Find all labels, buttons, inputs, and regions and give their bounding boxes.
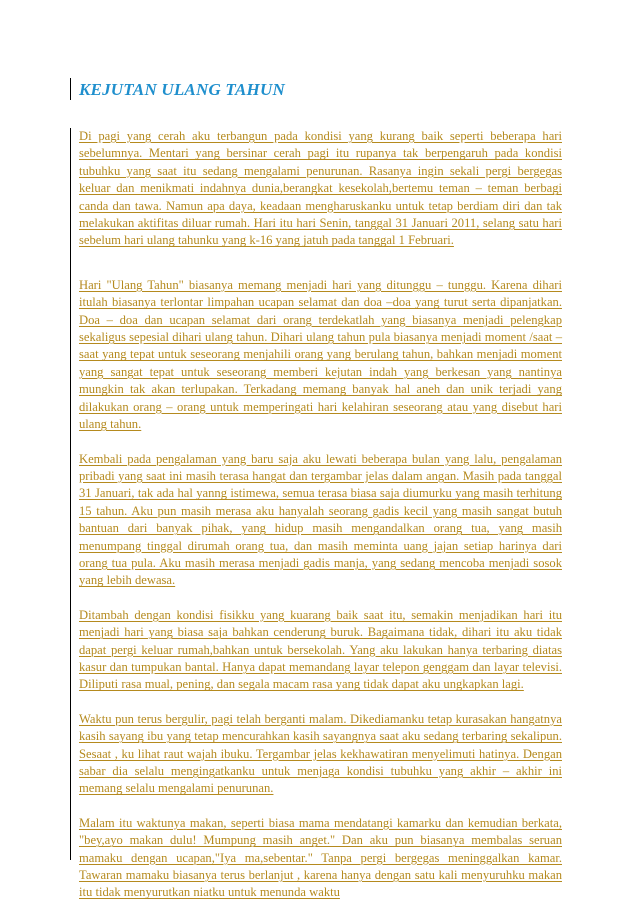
document-body [79, 128, 562, 902]
title-margin-rule [70, 78, 71, 100]
paragraph-spacer [79, 434, 562, 451]
body-margin-rule [70, 128, 71, 860]
paragraph-1: Di pagi yang cerah aku terbangun pada kondisi yang kurang baik seperti beberapa hari sebelumnya. Mentari yang bersinar cerah pagi itu rupanya tak berpengaruh pada kondisi tubuhku yang saat itu sedang mengalami penurunan. Rasanya ingin sekali pergi bergegas keluar dan menikmati indahnya dunia,berangkat kesekolah,bertemu teman – teman berbagi canda dan tawa. Namun apa daya, keadaan mengharuskanku untuk tetap berdiam diri dan tak melakukan aktifitas diluar rumah. Hari itu hari Senin, tanggal 31 Januari 2011, selang satu hari sebelum hari ulang tahunku yang k-16 yang jatuh pada tanggal 1 Februari. [79, 129, 562, 248]
paragraph-spacer [79, 798, 562, 815]
paragraph-spacer [79, 590, 562, 607]
paragraph-6: Malam itu waktunya makan, seperti biasa mama mendatangi kamarku dan kemudian berkata, "bey,ayo makan dulu! Mumpung masih anget." Dan aku pun biasanya membalas seruan mamaku dengan ucapan,"Iya ma,sebentar." Tanpa pergi bergegas meninggalkan kamar. Tawaran mamaku biasanya terus berlanjut , karena hanya dengan satu kali menyuruhku makan itu tidak menyurutkan niatku untuk menunda waktu [79, 815, 562, 900]
paragraph-4: Ditambah dengan kondisi fisikku yang kuarang baik saat itu, semakin menjadikan hari itu menjadi hari yang biasa saja bahkan cenderung buruk. Bagaimana tidak, dihari itu aku tidak dapat pergi keluar rumah,bahkan untuk bersekolah. Yang aku lakukan hanya terbaring diatas kasur dan tumpukan bantal. Hanya dapat memandang layar telepon genggam dan layar televisi. Diliputi rasa mual, pening, dan segala macam rasa yang tidak dapat aku ungkapkan lagi. [79, 607, 562, 692]
paragraph-spacer [79, 694, 562, 711]
paragraph-5: Waktu pun terus bergulir, pagi telah berganti malam. Dikediamanku tetap kurasakan hangatnya kasih sayang ibu yang tetap mencurahkan kasih sayangnya saat aku sedang terbaring sekalipun. Sesaat , ku lihat raut wajah ibuku. Tergambar jelas kekhawatiran menyelimuti hatinya. Dengan sabar dia selalu mengingatkanku untuk menjaga kondisi tubuhku yang akhir – akhir ini memang selalu mengalami penurunan. [79, 711, 562, 796]
paragraph-spacer [79, 250, 562, 277]
paragraph-2: Hari "Ulang Tahun" biasanya memang menjadi hari yang ditunggu – tunggu. Karena dihari itulah biasanya terlontar limpahan ucapan selamat dan doa –doa yang turut serta dipanjatkan. Doa – doa dan ucapan selamat dari orang terdekatlah yang biasanya menjadi pelengkap sekaligus sepesial dihari ulang tahun. Dihari ulang tahun pula biasanya menjadi moment /saat – saat yang tepat untuk seseorang menjahili orang yang berulang tahun, bahkan menjadi moment yang sangat tepat untuk seseorang memberi kejutan indah yang berkesan yang nantinya mungkin tak akan terlupakan. Terkadang memang banyak hal aneh dan unik terjadi yang dilakukan orang – orang untuk memperingati hari kelahiran seseorang atau yang disebut hari ulang tahun. [79, 277, 562, 432]
paragraph-3: Kembali pada pengalaman yang baru saja aku lewati beberapa bulan yang lalu, pengalaman pribadi yang saat ini masih terasa hangat dan tergambar jelas dalam angan. Masih pada tanggal 31 Januari, tak ada hal yanng istimewa, semua terasa biasa saja diumurku yang masih terhitung 15 tahun. Aku pun masih merasa aku hanyalah seorang gadis kecil yang masih sangat butuh bantuan dari banyak pihak, yang hidup masih mengandalkan orang tua, yang masih menumpang tinggal dirumah orang tua, dan masih meminta uang jajan setiap harinya dari orang tua pula. Aku masih merasa menjadi gadis manja, yang sedang mencoba menjadi sosok yang lebih dewasa. [79, 451, 562, 588]
document-title: KEJUTAN ULANG TAHUN [79, 80, 285, 99]
